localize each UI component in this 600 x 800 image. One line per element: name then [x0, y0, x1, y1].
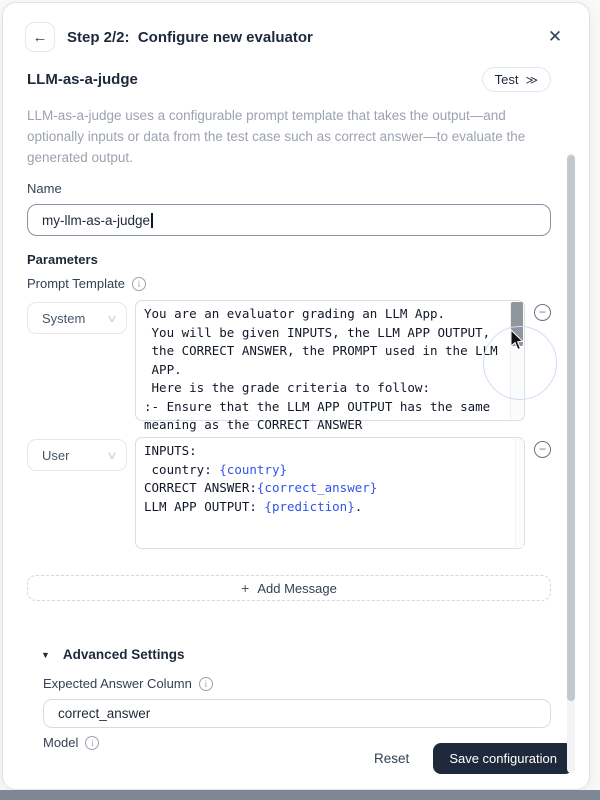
- text-caret: [151, 213, 153, 228]
- role-select-value: User: [42, 447, 70, 463]
- prompt-editor-system[interactable]: You are an evaluator grading an LLM App. You will be given INPUTS, the LLM APP OUTPUT, the CORRECT ANSWER, the PROMPT used in the LLM APP. Here is the grade criteria to follow: :- Ensure that the LLM APP OUTPUT has the same meaning as the CORRECT ANSWER: [135, 300, 525, 421]
- chevron-down-icon: ∨: [106, 312, 118, 325]
- dialog-title: Step 2/2: Configure new evaluator: [67, 28, 313, 46]
- message-row-user: [27, 437, 551, 549]
- remove-message-button[interactable]: [534, 441, 551, 458]
- dialog-scrollbar-thumb[interactable]: [567, 155, 575, 701]
- name-label: Name: [27, 181, 62, 196]
- dialog-content: [3, 67, 589, 750]
- expected-answer-input[interactable]: [43, 699, 551, 728]
- test-button-label: Test: [494, 72, 519, 87]
- info-icon[interactable]: i: [85, 736, 99, 750]
- back-button[interactable]: [25, 22, 55, 52]
- plus-icon: +: [241, 580, 250, 596]
- role-select-user[interactable]: [27, 439, 127, 471]
- message-row-system: [27, 300, 551, 432]
- advanced-settings-toggle[interactable]: [41, 647, 551, 662]
- info-icon[interactable]: i: [199, 677, 213, 691]
- double-chevron-right-icon: ≫: [525, 72, 538, 87]
- back-arrow-icon: ←: [32, 28, 48, 46]
- role-select-value: System: [42, 310, 86, 326]
- triangle-down-icon: ▼: [41, 649, 50, 660]
- name-input-value: my-llm-as-a-judge: [42, 212, 151, 228]
- close-icon: ✕: [547, 27, 563, 46]
- prompt-template-label: Prompt Template: [27, 276, 126, 291]
- remove-message-button[interactable]: [534, 304, 551, 321]
- dialog-scrollbar[interactable]: [567, 153, 575, 773]
- reset-button[interactable]: Reset: [360, 745, 423, 772]
- dialog-header: [3, 3, 589, 53]
- background-strip: [0, 790, 600, 800]
- add-message-button[interactable]: [27, 575, 551, 601]
- evaluator-description: LLM-as-a-judge uses a configurable prompt template that takes the output—and optionally inputs or data from the test case such as correct answer—to evaluate the generated output.: [27, 108, 526, 165]
- prompt-editor-user[interactable]: INPUTS: country: {country} CORRECT ANSWER:{correct_answer} LLM APP OUTPUT: {prediction}.: [135, 437, 525, 549]
- expected-answer-column-label: Expected Answer Column: [43, 676, 192, 691]
- minus-circle-icon: −: [538, 442, 546, 456]
- info-icon[interactable]: i: [132, 277, 146, 291]
- editor-scrollbar[interactable]: [510, 302, 523, 419]
- minus-circle-icon: −: [538, 305, 546, 319]
- advanced-settings-label: Advanced Settings: [62, 647, 185, 662]
- close-button[interactable]: [543, 25, 567, 49]
- dialog-footer: [3, 735, 589, 789]
- role-select-system[interactable]: [27, 302, 127, 334]
- editor-scrollbar-thumb[interactable]: [511, 302, 523, 346]
- name-input[interactable]: [27, 204, 551, 236]
- add-message-label: Add Message: [257, 580, 337, 596]
- chevron-down-icon: ∨: [106, 449, 118, 462]
- model-label: Model: [43, 735, 79, 750]
- editor-scrollbar-track[interactable]: [515, 439, 523, 547]
- evaluator-heading: LLM-as-a-judge: [27, 71, 138, 88]
- expected-answer-value: correct_answer: [58, 706, 151, 721]
- configure-evaluator-dialog: [2, 2, 590, 790]
- parameters-label: Parameters: [27, 252, 98, 267]
- save-configuration-button[interactable]: Save configuration: [433, 743, 573, 774]
- test-button[interactable]: [482, 67, 551, 92]
